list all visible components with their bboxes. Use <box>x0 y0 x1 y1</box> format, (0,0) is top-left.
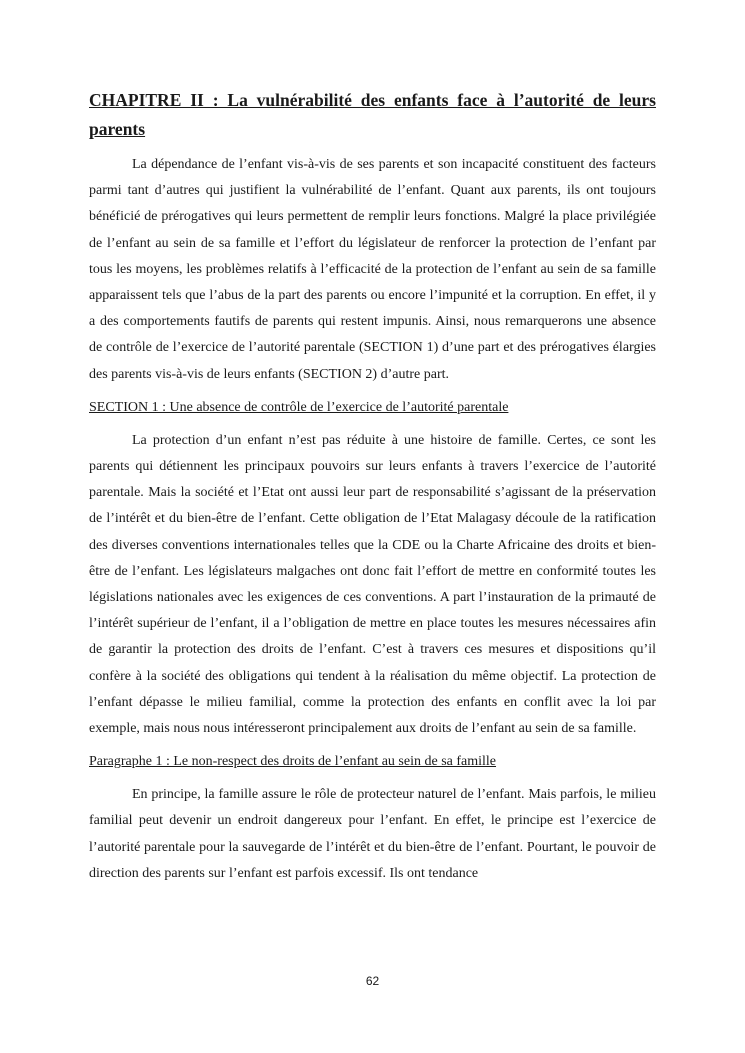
section-1-heading: SECTION 1 : Une absence de contrôle de l’exercice de l’autorité parentale <box>89 399 509 415</box>
chapter-title: CHAPITRE II : La vulnérabilité des enfants face à l’autorité de leurs parents <box>89 90 656 139</box>
section-1-paragraph: La protection d’un enfant n’est pas réduite à une histoire de famille. Certes, ce sont les parents qui détiennent les principaux pouvoirs sur leurs enfants à travers l’exercice de l’autorité parentale. Mais la société et l’Etat ont aussi leur part de responsabilité s’agissant de la préservation de l’intérêt et du bien-être de l’enfant. Cette obligation de l’Etat Malagasy découle de la ratification des diverses conventions internationales telles que la CDE ou la Charte Africaine des droits et bien-être de l’enfant. Les législateurs malgaches ont donc fait l’effort de mettre en conformité toutes les législations nationales avec les exigences de ces conventions. A part l’instauration de la primauté de l’intérêt supérieur de l’enfant, il a l’obligation de mettre en place toutes les mesures nécessaires afin de garantir la protection des droits de l’enfant. C’est à travers ces mesures et dispositions qu’il confère à la société des obligations qui tendent à la réalisation du même objectif. La protection de l’enfant dépasse le milieu familial, comme la protection des enfants en conflit avec la loi par exemple, mais nous nous intéresseront principalement aux droits de l’enfant au sein de sa famille. <box>89 432 656 737</box>
page-number: 62 <box>365 974 380 988</box>
paragraph-1-text: En principe, la famille assure le rôle de protecteur naturel de l’enfant. Mais parfois, le milieu familial peut devenir un endroit dangereux pour l’enfant. En effet, le principe est l’exercice de l’autorité parentale pour la sauvegarde de l’intérêt et du bien-être de l’enfant. Pourtant, le pouvoir de direction des parents sur l’enfant est parfois excessif. Ils ont tendance <box>89 787 656 881</box>
document-page <box>89 86 656 887</box>
paragraph-1-heading: Paragraphe 1 : Le non-respect des droits de l’enfant au sein de sa famille <box>89 754 497 770</box>
intro-paragraph: La dépendance de l’enfant vis-à-vis de ses parents et son incapacité constituent des facteurs parmi tant d’autres qui justifient la vulnérabilité de l’enfant. Quant aux parents, ils ont toujours bénéficié de prérogatives qui leurs permettent de remplir leurs fonctions. Malgré la place privilégiée de l’enfant au sein de sa famille et l’effort du législateur de renforcer la protection de l’enfant par tous les moyens, les problèmes relatifs à l’efficacité de la protection de l’enfant au sein de sa famille apparaissent tels que l’abus de la part des parents ou encore l’impunité et la corruption. En effet, il y a des comportements fautifs de parents qui restent impunis. Ainsi, nous remarquerons une absence de contrôle de l’exercice de l’autorité parentale (SECTION 1) d’une part et des prérogatives élargies des parents vis-à-vis de leurs enfants (SECTION 2) d’autre part. <box>89 157 656 382</box>
